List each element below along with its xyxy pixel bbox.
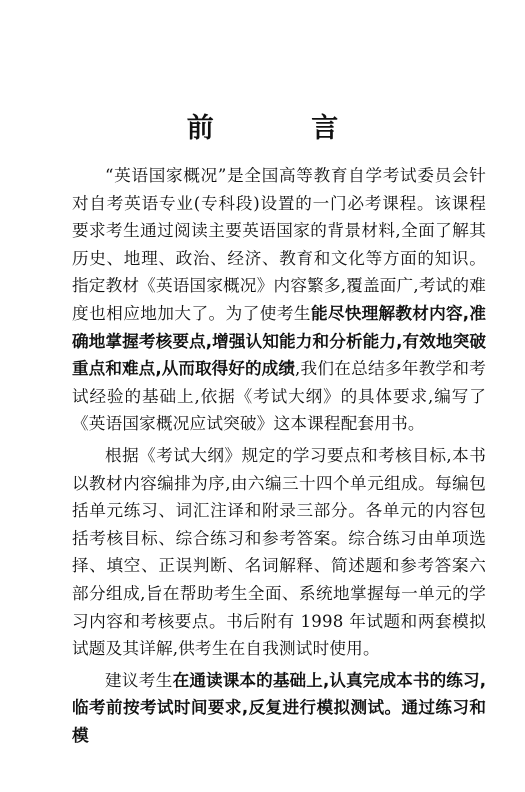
page-title: 前 言 [186, 113, 383, 144]
paragraph-3 [72, 667, 486, 750]
paragraph-1-text-1: “英语国家概况”是全国高等教育自学考试委员会针对自考英语专业(专科段)设置的一门必考课程。该课程要求考生通过阅读主要英语国家的背景材料,全面了解其历史、地理、政治、经济、教育和文化等方面的知识。指定教材《英语国家概况》内容繁多,覆盖面广,考试的难度也相应地加大了。为了使考生 [72, 166, 486, 323]
paragraph-3-text-1: 建议考生 [105, 670, 173, 690]
body-text [72, 162, 486, 749]
paragraph-2 [72, 442, 486, 663]
paragraph-3-bold-text: 在通读课本的基础上,认真完成本书的练习,临考前按考试时间要求,反复进行模拟测试。通过练习和模 [72, 670, 486, 745]
paragraph-2-text: 根据《考试大纲》规定的学习要点和考核目标,本书以教材内容编排为序,由六编三十四个单元组成。每编包括单元练习、词汇注译和附录三部分。各单元的内容包括考核目标、综合练习和参考答案。综合练习由单项选择、填空、正误判断、名词解释、简述题和参考答案六部分组成,旨在帮助考生全面、系统地掌握每一单元的学习内容和考核要点。书后附有 1998 年试题和两套模拟试题及其详解,供考生在自我测试时使用。 [72, 445, 486, 659]
paragraph-1-text-2: ,我们在总结多年教学和考试经验的基础上,依据《考试大纲》的具体要求,编写了《英语国家概况应试突破》这本课程配套用书。 [72, 359, 486, 434]
paragraph-1-bold-text: 能尽快理解教材内容,准确地掌握考核要点,增强认知能力和分析能力,有效地突破重点和难点,从而取得好的成绩 [72, 303, 486, 379]
paragraph-1 [72, 162, 486, 438]
